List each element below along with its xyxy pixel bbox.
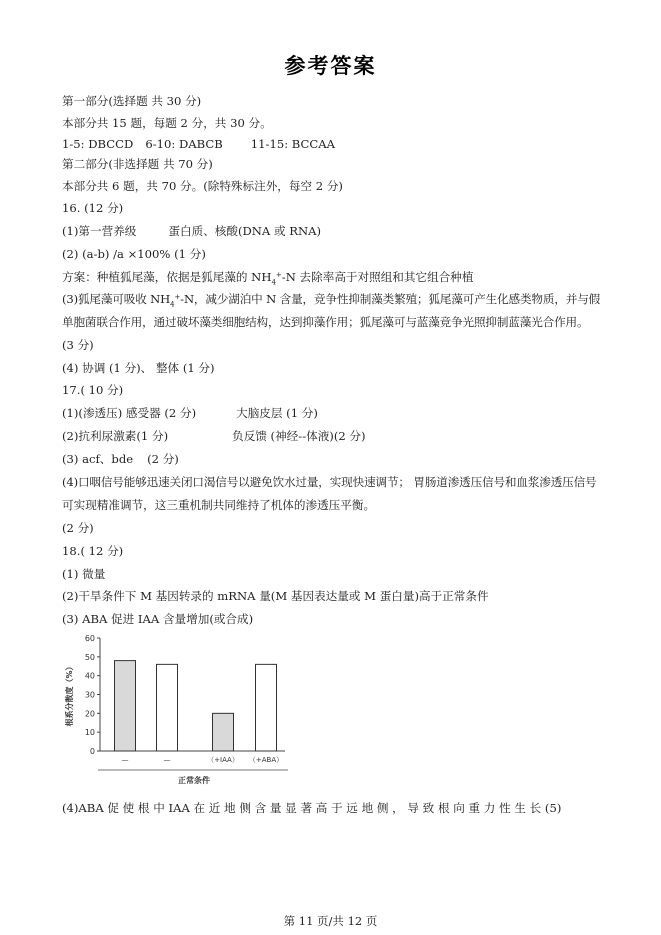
q16-a3-text-a: (3)狐尾藻可吸收 NH [62,292,171,306]
q16-header: 16. (12 分) [62,201,124,215]
answer-group-2: 6-10: DABCB [145,137,223,151]
q16-answer-2: (2) (a-b) /a ×100% (1 分) [62,247,206,261]
y-axis-label: 根系分散度（%） [65,662,74,727]
q16-plan [62,269,473,285]
q17-a3-right: (2 分) [147,452,179,466]
y-tick-label: 60 [84,634,95,643]
q17-a1-right: 大脑皮层 (1 分) [236,406,318,420]
root-dispersion-chart [60,628,310,790]
q17-a2-left: (2)抗利尿激素(1 分) [62,429,169,443]
answer-group-1: 1-5: DBCCD [62,137,134,151]
q18-answer-2: (2)干旱条件下 M 基因转录的 mRNA 量(M 基因表达量或 M 蛋白量)高于正常条件 [62,589,489,603]
subscript: 4 [170,300,175,309]
bar [157,664,178,751]
q17-a2-right: 负反馈 (神经--体液)(2 分) [232,429,366,443]
q17-answer-4-line2: 可实现精准调节，这三重机制共同维持了机体的渗透压平衡。 [62,498,376,512]
x-axis-label: 正常条件 [178,776,210,785]
y-tick-label: 40 [84,671,95,681]
q18-answer-3: (3) ABA 促进 IAA 含量增加(或合成) [62,612,254,626]
x-category-label: （+IAA） [207,756,239,764]
y-tick-label: 10 [84,728,95,738]
q18-answer-1: (1) 微量 [62,567,106,581]
bar [256,664,277,751]
y-tick-label: 20 [84,709,95,719]
q16-answer-3-score: (3 分) [62,338,94,352]
q16-answer-4: (4) 协调 (1 分)、 整体 (1 分) [62,361,215,375]
q16-answer-3-line2: 单胞菌联合作用，通过破坏藻类细胞结构，达到抑藻作用；狐尾藻可与蓝藻竞争光照抑制蓝藻光合作用。 [62,315,589,329]
q17-answer-2 [62,428,366,444]
y-tick-label: 50 [84,652,95,662]
q16-answer-1 [62,223,321,239]
bar [213,713,234,751]
x-category-label: （+ABA） [248,756,284,764]
x-category-label: — [121,756,129,764]
part2-heading: 第二部分(非选择题 共 70 分) [62,157,213,171]
q17-answer-4-line1: (4)口咽信号能够迅速关闭口渴信号以避免饮水过量，实现快速调节； 胃肠道渗透压信号和血浆渗透压信号 [62,475,597,489]
q17-answer-3 [62,451,179,467]
part2-note: 本部分共 6 题，共 70 分。(除特殊标注外，每空 2 分) [62,179,343,193]
q16-answer-3-line1 [62,291,600,307]
y-tick-label: 30 [84,690,95,700]
q17-header: 17.( 10 分) [62,383,124,397]
bar [115,661,136,751]
superscript: + [275,271,282,279]
q17-a1-left: (1)(渗透压) 感受器 (2 分) [62,406,197,420]
x-category-label: — [163,756,171,764]
q16-a1-left: (1)第一营养级 [62,224,137,238]
y-tick-label: 0 [89,747,95,756]
q17-answer-1 [62,405,318,421]
q18-answer-4: (4)ABA 促 使 根 中 IAA 在 近 地 侧 含 量 显 著 高 于 远 地 侧 ， 导 致 根 向 重 力 性 生 长 (5) [62,801,562,815]
q17-answer-4-score: (2 分) [62,521,94,535]
page-title: 参考答案 [284,54,377,78]
subscript: 4 [271,278,276,287]
part1-note: 本部分共 15 题，每题 2 分，共 30 分。 [62,116,272,130]
part1-heading: 第一部分(选择题 共 30 分) [62,94,202,108]
q17-a3-left: (3) acf、bde [62,452,134,466]
page-footer: 第 11 页/共 12 页 [283,914,378,928]
q18-header: 18.( 12 分) [62,544,124,558]
q16-plan-text-b: -N 去除率高于对照组和其它组合种植 [281,270,474,284]
superscript: + [174,293,181,301]
answer-group-3: 11-15: BCCAA [250,137,336,151]
q16-a3-text-b: -N，减少湖泊中 N 含量，竞争性抑制藻类繁殖；狐尾藻可产生化感类物质，并与假 [180,292,601,306]
part1-answers [62,136,335,152]
q16-a1-right: 蛋白质、核酸(DNA 或 RNA) [168,224,322,238]
q16-plan-text-a: 方案：种植狐尾藻，依据是狐尾藻的 NH [62,270,272,284]
